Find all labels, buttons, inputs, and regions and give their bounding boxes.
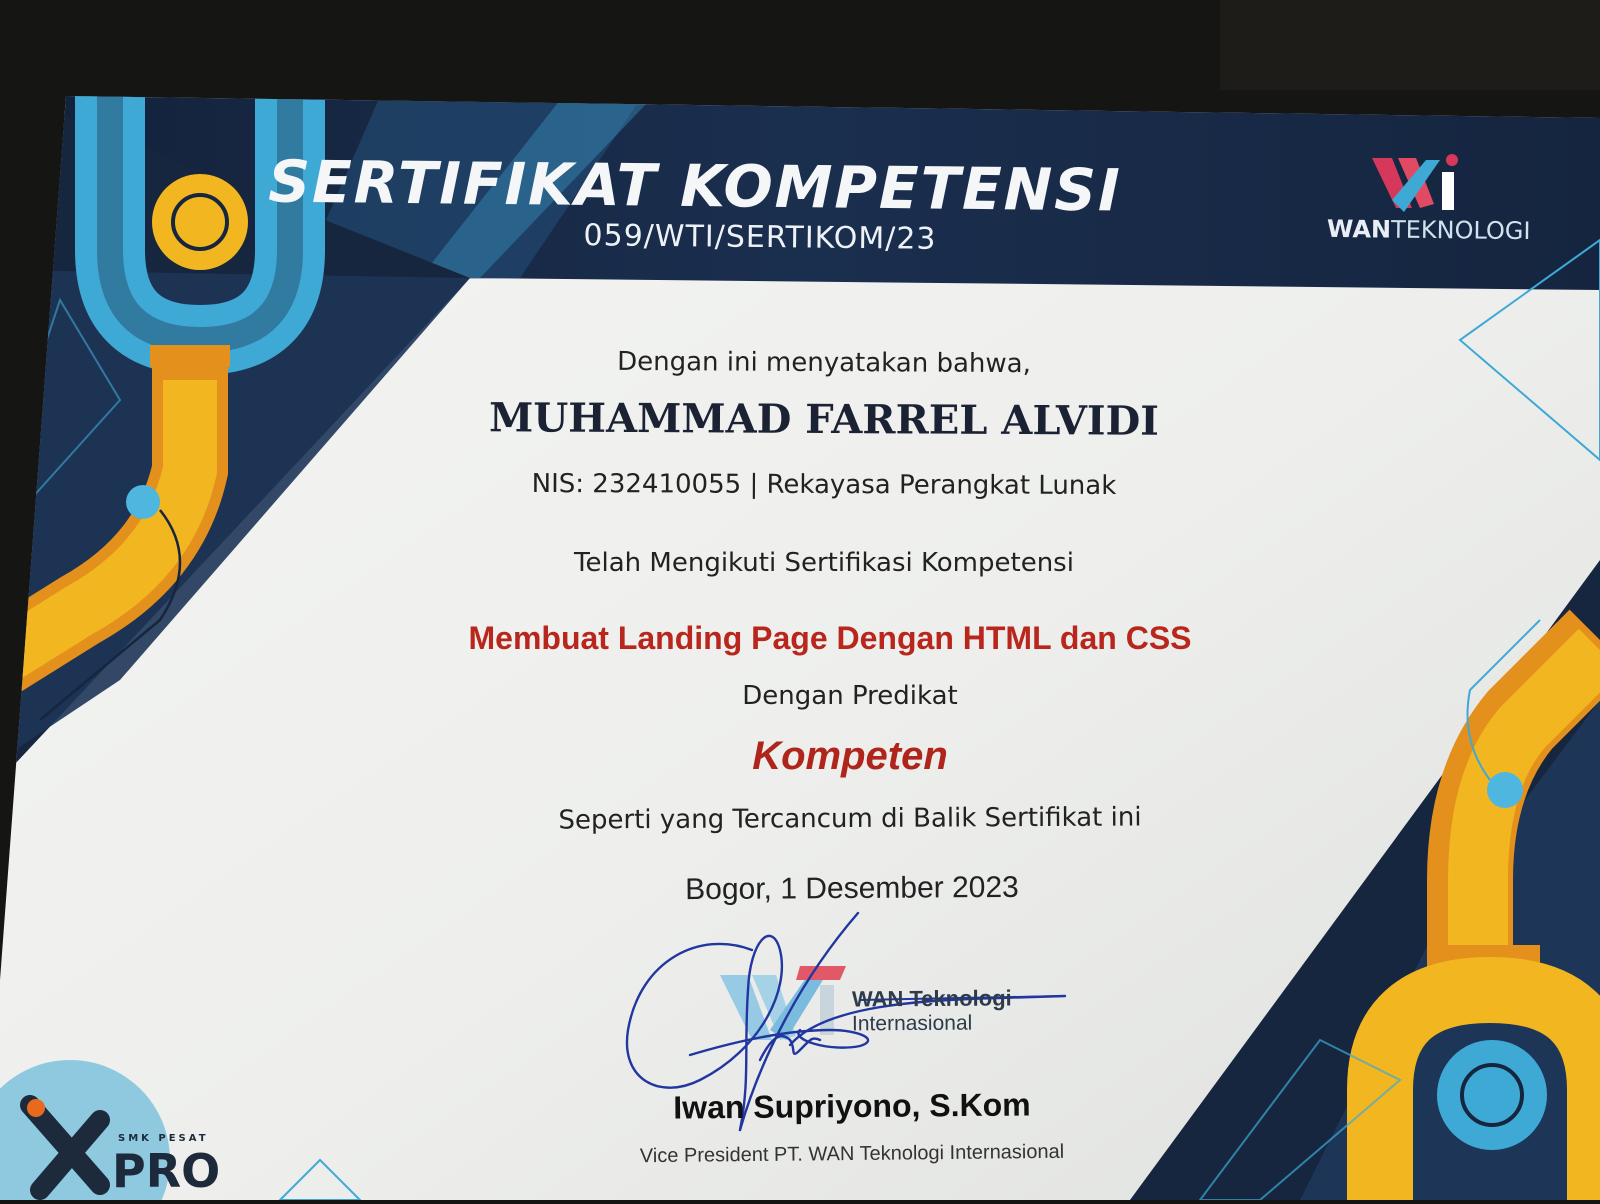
nis-program-line: NIS: 232410055 | Rekayasa Perangkat Lunak xyxy=(531,468,1117,502)
brand-bold: WAN xyxy=(1326,214,1392,244)
followed-certification-text: Telah Mengikuti Sertifikasi Kompetensi xyxy=(574,548,1074,578)
recipient-name: MUHAMMAD FARREL ALVIDI xyxy=(488,394,1160,445)
reverse-note: Seperti yang Tercancum di Balik Sertifikat ini xyxy=(558,802,1142,836)
stamp-line-1: WAN Teknologi xyxy=(851,985,1012,1012)
brand-wordmark xyxy=(1327,215,1531,245)
certificate-number: 059/WTI/SERTIKOM/23 xyxy=(583,218,937,257)
school-logo-main-text: PRO xyxy=(112,1144,221,1198)
signer-name: Iwan Supriyono, S.Kom xyxy=(673,1086,1031,1126)
certificate-title: SERTIFIKAT KOMPETENSI xyxy=(268,147,1122,225)
stamp-line-2: Internasional xyxy=(851,1011,973,1036)
signer-title: Vice President PT. WAN Teknologi Internasional xyxy=(639,1140,1065,1168)
school-logo-small-text: SMK PESAT xyxy=(118,1133,209,1144)
predicate-label: Dengan Predikat xyxy=(742,681,958,711)
intro-text: Dengan ini menyatakan bahwa, xyxy=(617,346,1031,380)
predicate-value: Kompeten xyxy=(752,734,948,778)
place-date: Bogor, 1 Desember 2023 xyxy=(685,870,1019,907)
course-title: Membuat Landing Page Dengan HTML dan CSS xyxy=(468,620,1192,656)
brand-light: TEKNOLOGI xyxy=(1390,215,1531,246)
